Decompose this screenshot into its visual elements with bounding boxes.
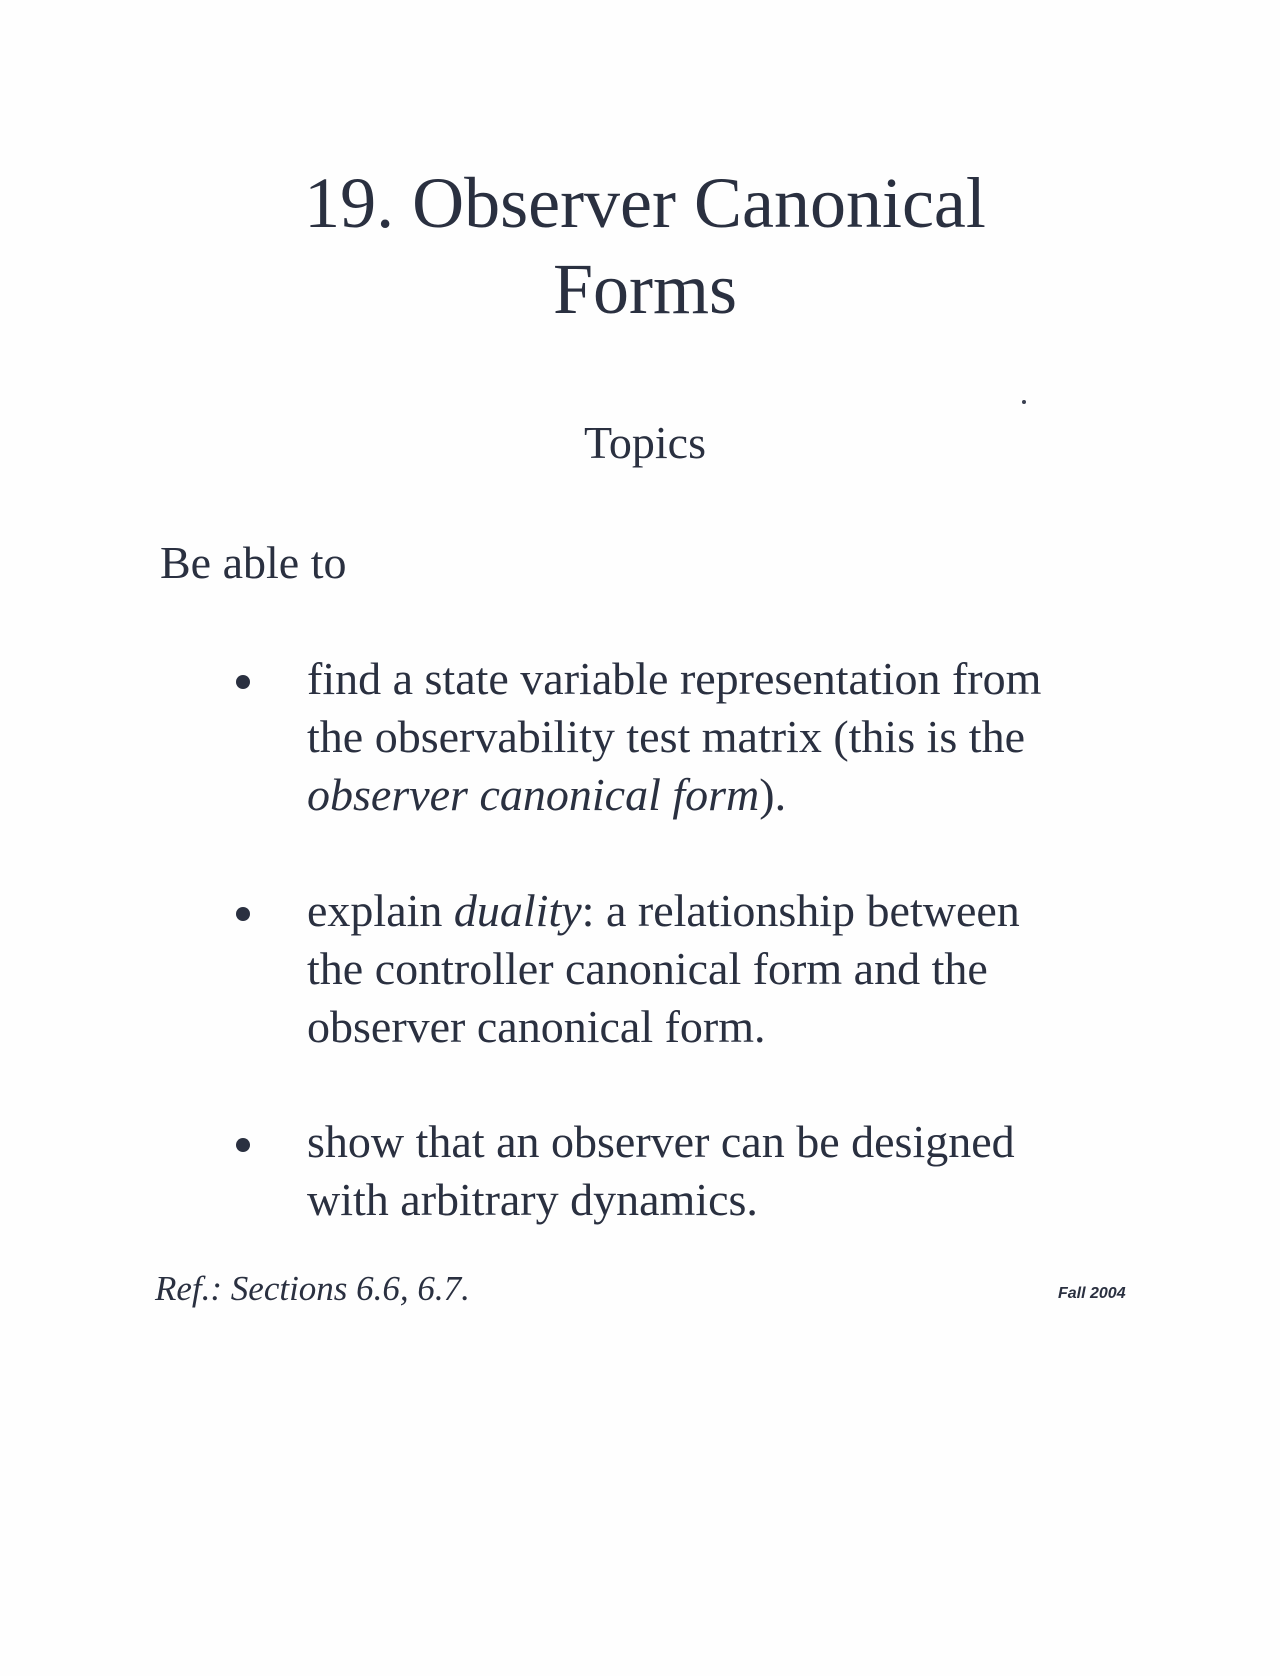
bullet-dot-icon — [236, 675, 250, 689]
bullet-text — [307, 882, 1167, 1056]
title-line-1: 19. Observer Canonical — [304, 163, 986, 243]
page-title — [0, 160, 1280, 332]
scan-speck — [1022, 400, 1026, 404]
bullet-dot-icon — [236, 1138, 250, 1152]
bullet-emphasis: observer canonical form — [307, 769, 760, 820]
bullet-dot-icon — [236, 907, 250, 921]
bullet-line: find a state variable representation from — [307, 653, 1042, 704]
bullet-text — [307, 1113, 1167, 1229]
bullet-line: with arbitrary dynamics. — [307, 1174, 758, 1225]
bullet-line: observer canonical form. — [307, 1001, 766, 1052]
topics-heading: Topics — [584, 417, 706, 468]
bullet-line: the observability test matrix (this is the — [307, 711, 1025, 762]
bullet-line-end: ). — [759, 769, 787, 820]
term-label: Fall 2004 — [1058, 1285, 1126, 1302]
bullet-emphasis: duality — [453, 885, 582, 936]
bullet-line-start: explain — [307, 885, 454, 936]
bullet-text — [307, 650, 1167, 824]
bullet-line-end: : a relationship between — [581, 885, 1020, 936]
title-line-2: Forms — [552, 249, 738, 329]
reference-note: Ref.: Sections 6.6, 6.7. — [155, 1269, 470, 1308]
bullet-line: show that an observer can be designed — [307, 1116, 1015, 1167]
intro-text: Be able to — [160, 537, 347, 588]
bullet-line: the controller canonical form and the — [307, 943, 988, 994]
